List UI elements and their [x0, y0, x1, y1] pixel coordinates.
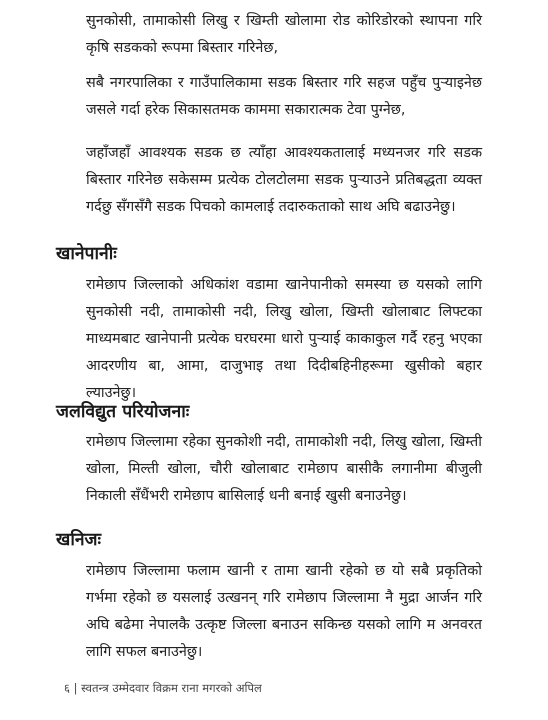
- minerals-heading: खनिजः: [56, 530, 102, 550]
- hydropower-heading: जलविद्युत परियोजनाः: [56, 402, 190, 422]
- drinking-water-heading: खानेपानीः: [56, 244, 117, 264]
- road-expansion-paragraph: जहाँजहाँ आवश्यक सडक छ त्याँहा आवश्यकतालाई मध्यनजर गरि सडक बिस्तार गरिनेछ सकेसम्म प्रत्येक टोलटोलमा सडक पुऱ्याउने प्रतिबद्धता व्यक्त गर्दछु सँगसँगै सडक पिचको कामलाई तदारुकताको साथ अघि बढाउनेछु।: [86, 145, 482, 215]
- road-access-paragraph: सबै नगरपालिका र गाउँपालिकामा सडक बिस्तार गरि सहज पहुँच पुऱ्याइनेछ जसले गर्दा हरेक सिकासतमक काममा सकारात्मक टेवा पुग्नेछ,: [86, 75, 482, 118]
- road-corridor-paragraph: सुनकोसी, तामाकोसी लिखु र खिम्ती खोलामा रोड कोरिडोरको स्थापना गरि कृषि सडकको रूपमा बिस्तार गरिनेछ,: [86, 13, 482, 56]
- hydropower-paragraph: रामेछाप जिल्लामा रहेका सुनकोशी नदी, तामाकोशी नदी, लिखु खोला, खिम्ती खोला, मिल्ती खोला, चौरी खोलाबाट रामेछाप बासीकै लगानीमा बीजुली निकाली सँधैंभरी रामेछाप बासिलाई धनी बनाई खुसी बनाउनेछु।: [86, 434, 482, 504]
- minerals-paragraph: रामेछाप जिल्लामा फलाम खानी र तामा खानी रहेको छ यो सबै प्रकृतिको गर्भमा रहेको छ यसलाई उत्खनन् गरि रामेछाप जिल्लामा नै मुद्रा आर्जन गरि अघि बढेमा नेपालकै उत्कृष्ट जिल्ला बनाउन सकिन्छ यसको लागि म अनवरत लागि सफल बनाउनेछु।: [86, 563, 482, 660]
- page-footer: ६ | स्वतन्त्र उम्मेदवार विक्रम राना मगरको अपिल: [64, 681, 262, 695]
- drinking-water-paragraph: रामेछाप जिल्लाको अधिकांश वडामा खानेपानीको समस्या छ यसको लागि सुनकोसी नदी, तामाकोसी नदी, लिखु खोला, खिम्ती खोलाबाट लिफ्टका माध्यमबाट खानेपानी प्रत्येक घरघरमा धारो पुऱ्याई काकाकुल गर्दै रहनु भएका आदरणीय बा, आमा, दाजुभाइ तथा दिदीबहिनीहरूमा खुसीको बहार ल्याउनेछु।: [86, 277, 482, 401]
